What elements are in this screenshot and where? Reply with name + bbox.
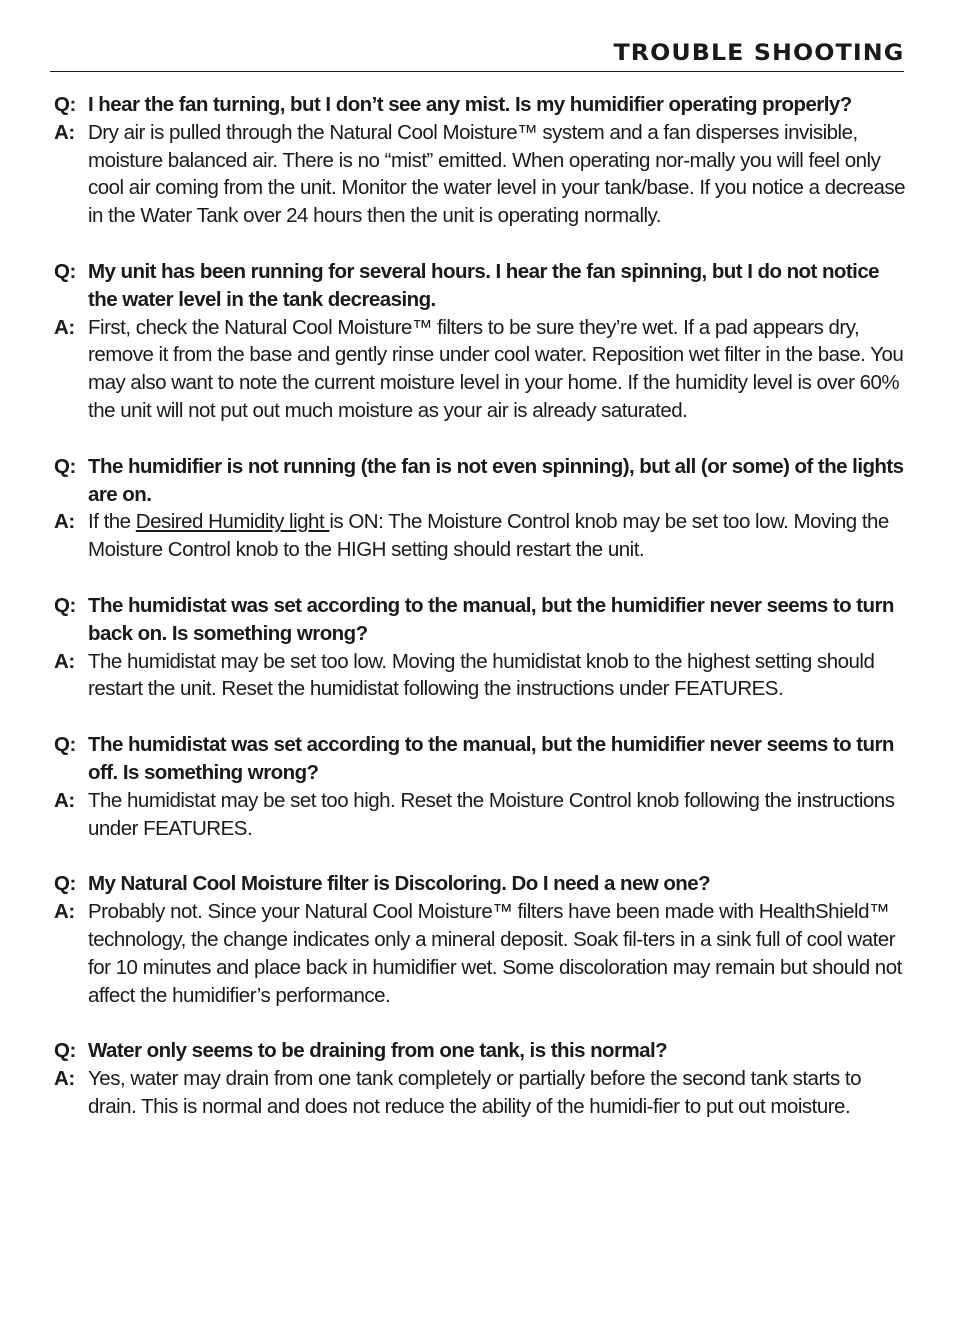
faq-item: [54, 453, 910, 564]
question-text: My Natural Cool Moisture filter is Discoloring. Do I need a new one?: [88, 872, 711, 896]
question-text: My unit has been running for several hours. I hear the fan spinning, but I do not notice the water level in the tank decreasing.: [88, 259, 880, 311]
desired-humidity-light-term: Desired Humidity light: [135, 510, 330, 534]
question-row: [54, 91, 910, 119]
question-label: Q:: [54, 593, 76, 617]
answer-text: The humidistat may be set too low. Moving the humidistat knob to the highest setting should restart the unit. Reset the humidistat following the instructions under FEATURES.: [88, 649, 875, 701]
faq-list: [54, 91, 910, 1149]
answer-text: First, check the Natural Cool Moisture™ filters to be sure they’re wet. If a pad appears dry, remove it from the base and gently rinse under cool water. Reposition wet filter in the base. You may also want to note the current moisture level in your home. If the humidity level is over 60% the unit will not put out much moisture as your air is already saturated.: [88, 315, 904, 422]
section-title: TROUBLE SHOOTING: [613, 41, 904, 66]
answer-label: A:: [54, 315, 75, 339]
question-row: [54, 258, 910, 314]
answer-text: Yes, water may drain from one tank completely or partially before the second tank starts to drain. This is normal and does not reduce the ability of the humidi-fier to put out moisture.: [88, 1067, 862, 1118]
answer-row: [54, 314, 910, 425]
answer-text: Dry air is pulled through the Natural Cool Moisture™ system and a fan disperses invisible, moisture balanced air. There is no “mist” emitted. When operating nor-mally you will feel only cool air coming from the unit. Monitor the water level in your tank/base. If you notice a decrease in the Water Tank over 24 hours then the unit is operating normally.: [88, 120, 905, 228]
answer-text: Probably not. Since your Natural Cool Moisture™ filters have been made with HealthShield™ technology, the change indicates only a mineral deposit. Soak fil-ters in a sink full of cool water for 10 minutes and place back in humidifier wet. Some discoloration may remain but should not affect the humidifier’s performance.: [88, 900, 902, 1007]
question-label: Q:: [54, 93, 76, 116]
question-row: [54, 1037, 910, 1065]
answer-row: [54, 787, 910, 843]
question-row: [54, 592, 910, 648]
answer-row: [54, 1065, 910, 1121]
faq-item: [54, 1037, 910, 1120]
question-text: The humidistat was set according to the manual, but the humidifier never seems to turn off. Is something wrong?: [88, 733, 894, 784]
question-label: Q:: [54, 1039, 76, 1063]
faq-item: [54, 731, 910, 842]
question-label: Q:: [54, 259, 76, 283]
page-header: [50, 40, 904, 72]
answer-label: A:: [54, 788, 75, 812]
faq-item: [54, 258, 910, 425]
question-text: I hear the fan turning, but I don’t see any mist. Is my humidifier operating properly?: [88, 93, 852, 116]
answer-row: [54, 648, 910, 704]
question-row: [54, 870, 910, 898]
answer-label: A:: [54, 120, 75, 144]
answer-label: A:: [54, 649, 75, 673]
answer-text: [88, 508, 910, 564]
answer-suffix: is ON: The Moisture Control knob may be set too low. Moving the Moisture Control knob to the HIGH setting should restart the unit.: [88, 510, 889, 562]
question-text: The humidifier is not running (the fan is not even spinning), but all (or some) of the lights are on.: [88, 454, 904, 506]
answer-label: A:: [54, 900, 75, 924]
faq-item: [54, 592, 910, 703]
answer-row: [54, 898, 910, 1009]
answer-prefix: If the: [88, 510, 136, 534]
answer-label: A:: [54, 510, 75, 534]
answer-row: [54, 119, 910, 230]
question-label: Q:: [54, 872, 76, 896]
answer-text: The humidistat may be set too high. Reset the Moisture Control knob following the instructions under FEATURES.: [88, 788, 895, 840]
faq-item: [54, 870, 910, 1009]
question-text: The humidistat was set according to the manual, but the humidifier never seems to turn back on. Is something wrong?: [88, 593, 894, 645]
answer-label: A:: [54, 1067, 75, 1091]
question-row: [54, 453, 910, 509]
question-label: Q:: [54, 733, 76, 757]
question-label: Q:: [54, 454, 76, 478]
question-row: [54, 731, 910, 787]
question-text: Water only seems to be draining from one tank, is this normal?: [88, 1039, 668, 1063]
faq-item: [54, 91, 910, 230]
answer-row: [54, 508, 910, 564]
